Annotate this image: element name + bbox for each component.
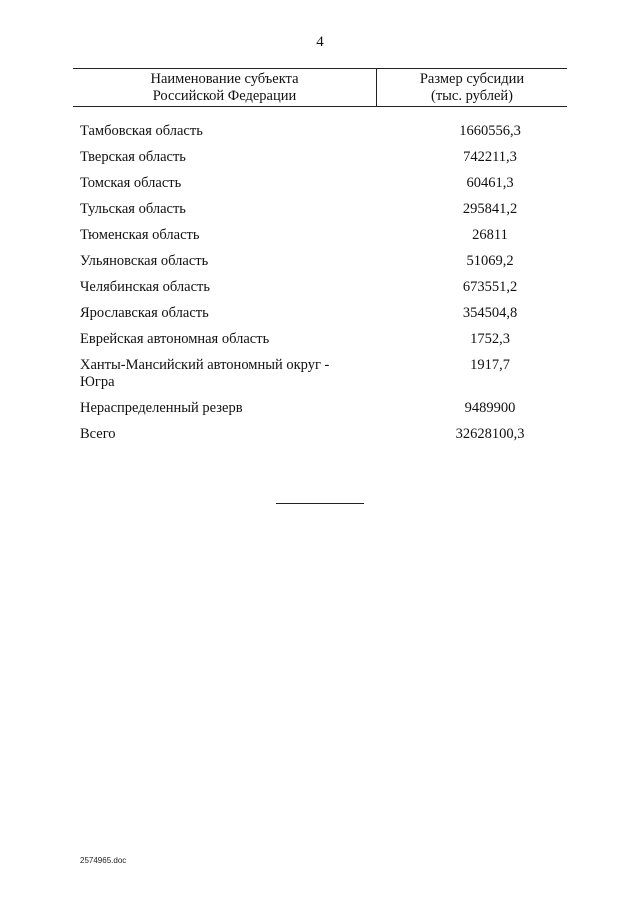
table-row bbox=[80, 123, 567, 140]
row-region-name: Ульяновская область bbox=[80, 253, 209, 269]
end-of-table-rule bbox=[276, 503, 364, 504]
row-subsidy-value: 1752,3 bbox=[470, 331, 510, 347]
row-region-name: Еврейская автономная область bbox=[80, 331, 270, 347]
header-region-name-line2: Российской Федерации bbox=[152, 88, 297, 104]
row-region-name: Тверская область bbox=[80, 149, 186, 165]
header-subsidy-line2: (тыс. рублей) bbox=[431, 88, 513, 104]
row-subsidy-value: 742211,3 bbox=[463, 149, 517, 165]
row-subsidy-value: 1917,7 bbox=[470, 357, 510, 373]
row-region-name: Томская область bbox=[80, 175, 182, 191]
row-subsidy-value: 295841,2 bbox=[462, 201, 518, 217]
row-subsidy-value: 1660556,3 bbox=[459, 123, 521, 139]
table-body bbox=[80, 123, 567, 452]
header-subsidy-line1: Размер субсидии bbox=[419, 71, 525, 87]
footer-filename: 2574965.doc bbox=[80, 856, 127, 865]
row-subsidy-value: 26811 bbox=[472, 227, 508, 243]
table-header bbox=[73, 68, 567, 107]
row-region-name: Тамбовская область bbox=[80, 123, 203, 139]
table-row bbox=[80, 331, 567, 348]
table-row bbox=[80, 201, 567, 218]
table-row bbox=[80, 253, 567, 270]
row-region-name: Нераспределенный резерв bbox=[80, 400, 243, 416]
row-region-name: Тульская область bbox=[80, 201, 186, 217]
header-region-name-line1: Наименование субъекта bbox=[150, 71, 299, 87]
table-row bbox=[80, 400, 567, 417]
row-subsidy-value: 60461,3 bbox=[466, 175, 514, 191]
page-number: 4 bbox=[316, 34, 324, 50]
table-row bbox=[80, 175, 567, 192]
row-region-name: Ярославская область bbox=[80, 305, 209, 321]
header-subsidy-amount bbox=[377, 71, 567, 105]
table-row bbox=[80, 357, 567, 391]
row-subsidy-value: 9489900 bbox=[464, 400, 516, 416]
row-subsidy-value: 673551,2 bbox=[462, 279, 518, 295]
row-region-name: Тюменская область bbox=[80, 227, 200, 243]
row-region-name: Челябинская область bbox=[80, 279, 210, 295]
row-subsidy-value: 51069,2 bbox=[466, 253, 514, 269]
header-region-name bbox=[73, 71, 376, 105]
table-row bbox=[80, 305, 567, 322]
table-row-total bbox=[80, 426, 567, 443]
row-subsidy-value: 354504,8 bbox=[462, 305, 518, 321]
table-row bbox=[80, 227, 567, 244]
table-row bbox=[80, 279, 567, 296]
row-total-value: 32628100,3 bbox=[455, 426, 525, 442]
row-total-label: Всего bbox=[80, 426, 116, 442]
row-region-name: Ханты-Мансийский автономный округ - Югра bbox=[80, 357, 330, 390]
table-row bbox=[80, 149, 567, 166]
